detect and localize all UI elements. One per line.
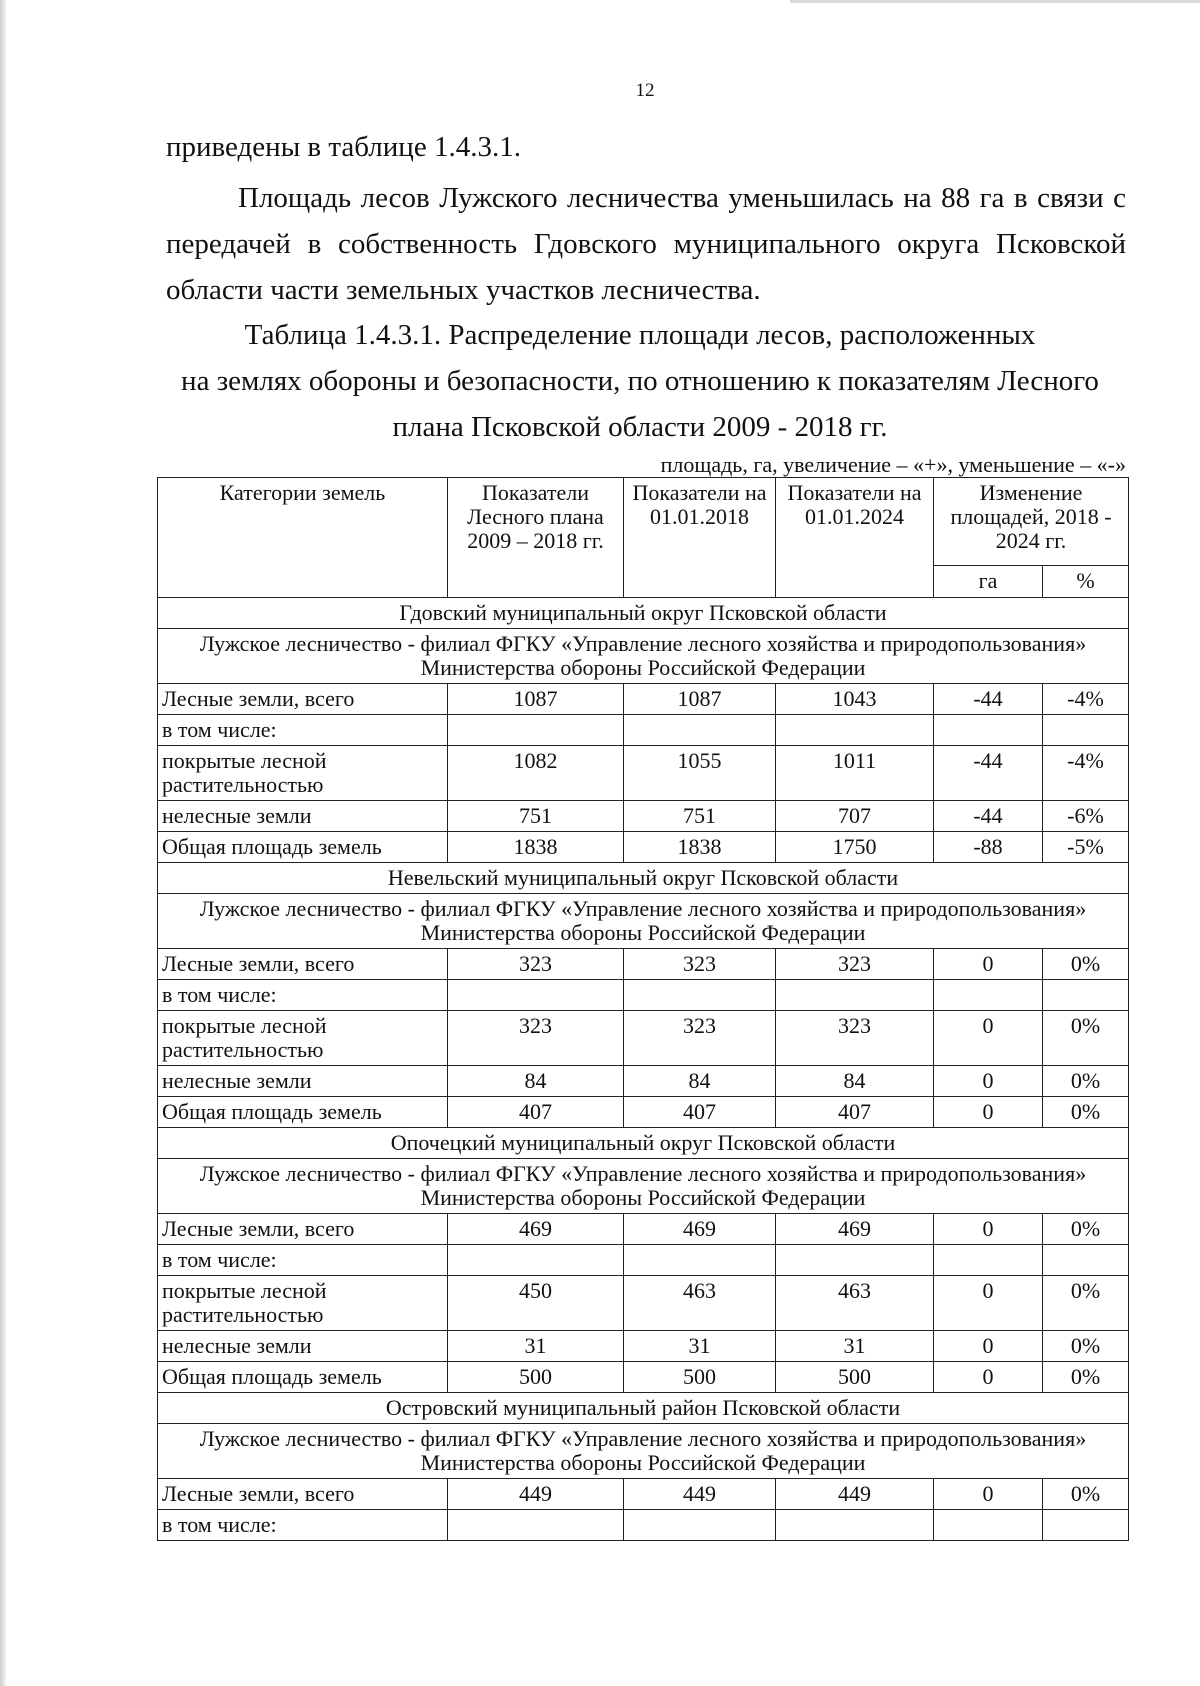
cell-y2024 <box>776 980 934 1011</box>
section-forestry-row <box>158 894 1129 949</box>
header-change: Изменение площадей, 2018 - 2024 гг. <box>934 478 1129 566</box>
cell-y2024: 469 <box>776 1214 934 1245</box>
cell-plan: 469 <box>448 1214 624 1245</box>
cell-pct: 0% <box>1043 1066 1129 1097</box>
cell-ha: -44 <box>934 684 1043 715</box>
cell-y2024 <box>776 715 934 746</box>
cell-pct: 0% <box>1043 1479 1129 1510</box>
cell-y2018: 323 <box>624 1011 776 1066</box>
cell-category: Лесные земли, всего <box>158 1479 448 1510</box>
table-row <box>158 1331 1129 1362</box>
section-district-row <box>158 1393 1129 1424</box>
cell-category: покрытые лесной растительностью <box>158 1276 448 1331</box>
table-row <box>158 801 1129 832</box>
cell-category: Общая площадь земель <box>158 1097 448 1128</box>
header-change-pct: % <box>1043 566 1129 598</box>
cell-category: в том числе: <box>158 715 448 746</box>
cell-y2024: 407 <box>776 1097 934 1128</box>
cell-ha: 0 <box>934 1097 1043 1128</box>
cell-pct <box>1043 1510 1129 1541</box>
cell-plan: 1082 <box>448 746 624 801</box>
cell-y2018: 463 <box>624 1276 776 1331</box>
table-row <box>158 1066 1129 1097</box>
cell-pct: 0% <box>1043 1331 1129 1362</box>
table-caption-line-3: плана Псковской области 2009 - 2018 гг. <box>392 411 888 443</box>
cell-pct: -4% <box>1043 746 1129 801</box>
table-row <box>158 1276 1129 1331</box>
cell-plan <box>448 1510 624 1541</box>
cell-category: покрытые лесной растительностью <box>158 1011 448 1066</box>
cell-pct: -6% <box>1043 801 1129 832</box>
cell-pct: -5% <box>1043 832 1129 863</box>
district-name: Опочецкий муниципальный округ Псковской области <box>158 1128 1129 1159</box>
cell-y2018 <box>624 1245 776 1276</box>
cell-category: в том числе: <box>158 1245 448 1276</box>
cell-y2024: 1043 <box>776 684 934 715</box>
cell-y2018: 500 <box>624 1362 776 1393</box>
table-row <box>158 1214 1129 1245</box>
table-body <box>158 598 1129 1541</box>
cell-ha: 0 <box>934 1479 1043 1510</box>
section-forestry-row <box>158 1159 1129 1214</box>
cell-category: Общая площадь земель <box>158 1362 448 1393</box>
cell-plan: 84 <box>448 1066 624 1097</box>
cell-plan: 500 <box>448 1362 624 1393</box>
units-note: площадь, га, увеличение – «+», уменьшение – «-» <box>660 452 1126 477</box>
table-row <box>158 1011 1129 1066</box>
cell-y2018: 1838 <box>624 832 776 863</box>
cell-y2018: 1055 <box>624 746 776 801</box>
cell-ha <box>934 1245 1043 1276</box>
forest-area-table <box>157 477 1129 1541</box>
section-forestry-row <box>158 629 1129 684</box>
cell-pct: 0% <box>1043 1276 1129 1331</box>
cell-category: Лесные земли, всего <box>158 684 448 715</box>
table-row <box>158 1245 1129 1276</box>
district-name: Невельский муниципальный округ Псковской области <box>158 863 1129 894</box>
cell-category: нелесные земли <box>158 801 448 832</box>
paragraph-intro: приведены в таблице 1.4.3.1. <box>166 131 521 163</box>
cell-y2024: 449 <box>776 1479 934 1510</box>
cell-plan: 450 <box>448 1276 624 1331</box>
header-2018: Показатели на 01.01.2018 <box>624 478 776 598</box>
table-row <box>158 832 1129 863</box>
cell-ha <box>934 1510 1043 1541</box>
cell-ha: 0 <box>934 1011 1043 1066</box>
cell-plan <box>448 980 624 1011</box>
cell-pct: 0% <box>1043 1097 1129 1128</box>
forestry-name: Лужское лесничество - филиал ФГКУ «Управление лесного хозяйства и природопользования» Министерства обороны Российской Федерации <box>158 1159 1129 1214</box>
table-row <box>158 684 1129 715</box>
district-name: Островский муниципальный район Псковской области <box>158 1393 1129 1424</box>
page-number: 12 <box>635 80 655 101</box>
cell-category: нелесные земли <box>158 1066 448 1097</box>
header-change-ha: га <box>934 566 1043 598</box>
table-row <box>158 1097 1129 1128</box>
header-2024: Показатели на 01.01.2024 <box>776 478 934 598</box>
cell-y2024 <box>776 1245 934 1276</box>
cell-pct: 0% <box>1043 1362 1129 1393</box>
table-row <box>158 715 1129 746</box>
cell-ha: 0 <box>934 1066 1043 1097</box>
table-row <box>158 746 1129 801</box>
paragraph-area-change: Площадь лесов Лужского лесничества уменьшилась на 88 га в связи с передачей в собственность Гдовского муниципального округа Псковской области части земельных участков лесничества. <box>166 182 1126 306</box>
cell-ha: 0 <box>934 949 1043 980</box>
cell-pct: 0% <box>1043 949 1129 980</box>
cell-y2018: 323 <box>624 949 776 980</box>
cell-y2024: 1750 <box>776 832 934 863</box>
forestry-name: Лужское лесничество - филиал ФГКУ «Управление лесного хозяйства и природопользования» Министерства обороны Российской Федерации <box>158 894 1129 949</box>
table-caption-line-1: Таблица 1.4.3.1. Распределение площади лесов, расположенных <box>244 319 1036 351</box>
cell-category: в том числе: <box>158 1510 448 1541</box>
cell-y2018 <box>624 980 776 1011</box>
cell-y2024: 84 <box>776 1066 934 1097</box>
cell-ha: 0 <box>934 1362 1043 1393</box>
table-caption-line-2: на землях обороны и безопасности, по отношению к показателям Лесного <box>181 365 1099 397</box>
cell-y2018 <box>624 1510 776 1541</box>
cell-ha: -44 <box>934 801 1043 832</box>
cell-y2024 <box>776 1510 934 1541</box>
cell-y2018: 1087 <box>624 684 776 715</box>
section-district-row <box>158 1128 1129 1159</box>
cell-plan: 407 <box>448 1097 624 1128</box>
cell-plan: 449 <box>448 1479 624 1510</box>
cell-y2018: 31 <box>624 1331 776 1362</box>
table-row <box>158 949 1129 980</box>
cell-category: покрытые лесной растительностью <box>158 746 448 801</box>
cell-ha <box>934 715 1043 746</box>
cell-category: нелесные земли <box>158 1331 448 1362</box>
cell-pct <box>1043 980 1129 1011</box>
table-row <box>158 1362 1129 1393</box>
cell-ha: -88 <box>934 832 1043 863</box>
cell-category: Лесные земли, всего <box>158 949 448 980</box>
cell-plan <box>448 715 624 746</box>
cell-y2018 <box>624 715 776 746</box>
cell-pct <box>1043 715 1129 746</box>
cell-plan: 1838 <box>448 832 624 863</box>
cell-plan: 31 <box>448 1331 624 1362</box>
section-forestry-row <box>158 1424 1129 1479</box>
scan-edge-top <box>790 0 1200 3</box>
cell-y2024: 323 <box>776 1011 934 1066</box>
cell-y2018: 751 <box>624 801 776 832</box>
cell-pct: -4% <box>1043 684 1129 715</box>
cell-plan: 1087 <box>448 684 624 715</box>
cell-ha: 0 <box>934 1276 1043 1331</box>
section-district-row <box>158 863 1129 894</box>
cell-y2024: 500 <box>776 1362 934 1393</box>
cell-y2024: 323 <box>776 949 934 980</box>
header-category: Категории земель <box>158 478 448 598</box>
cell-plan: 323 <box>448 1011 624 1066</box>
cell-y2024: 1011 <box>776 746 934 801</box>
cell-ha: 0 <box>934 1214 1043 1245</box>
cell-pct: 0% <box>1043 1214 1129 1245</box>
cell-plan <box>448 1245 624 1276</box>
table-row <box>158 1510 1129 1541</box>
cell-plan: 751 <box>448 801 624 832</box>
scan-edge-left <box>0 0 6 1686</box>
cell-y2018: 469 <box>624 1214 776 1245</box>
cell-y2024: 31 <box>776 1331 934 1362</box>
table-row <box>158 1479 1129 1510</box>
cell-ha: -44 <box>934 746 1043 801</box>
cell-y2024: 463 <box>776 1276 934 1331</box>
cell-pct: 0% <box>1043 1011 1129 1066</box>
cell-category: в том числе: <box>158 980 448 1011</box>
cell-y2024: 707 <box>776 801 934 832</box>
cell-ha: 0 <box>934 1331 1043 1362</box>
header-plan: Показатели Лесного плана 2009 – 2018 гг. <box>448 478 624 598</box>
cell-y2018: 407 <box>624 1097 776 1128</box>
cell-pct <box>1043 1245 1129 1276</box>
cell-plan: 323 <box>448 949 624 980</box>
table-caption <box>150 312 1130 450</box>
section-district-row <box>158 598 1129 629</box>
cell-y2018: 449 <box>624 1479 776 1510</box>
cell-y2018: 84 <box>624 1066 776 1097</box>
forestry-name: Лужское лесничество - филиал ФГКУ «Управление лесного хозяйства и природопользования» Министерства обороны Российской Федерации <box>158 629 1129 684</box>
forestry-name: Лужское лесничество - филиал ФГКУ «Управление лесного хозяйства и природопользования» Министерства обороны Российской Федерации <box>158 1424 1129 1479</box>
cell-ha <box>934 980 1043 1011</box>
cell-category: Общая площадь земель <box>158 832 448 863</box>
table-row <box>158 980 1129 1011</box>
district-name: Гдовский муниципальный округ Псковской области <box>158 598 1129 629</box>
cell-category: Лесные земли, всего <box>158 1214 448 1245</box>
